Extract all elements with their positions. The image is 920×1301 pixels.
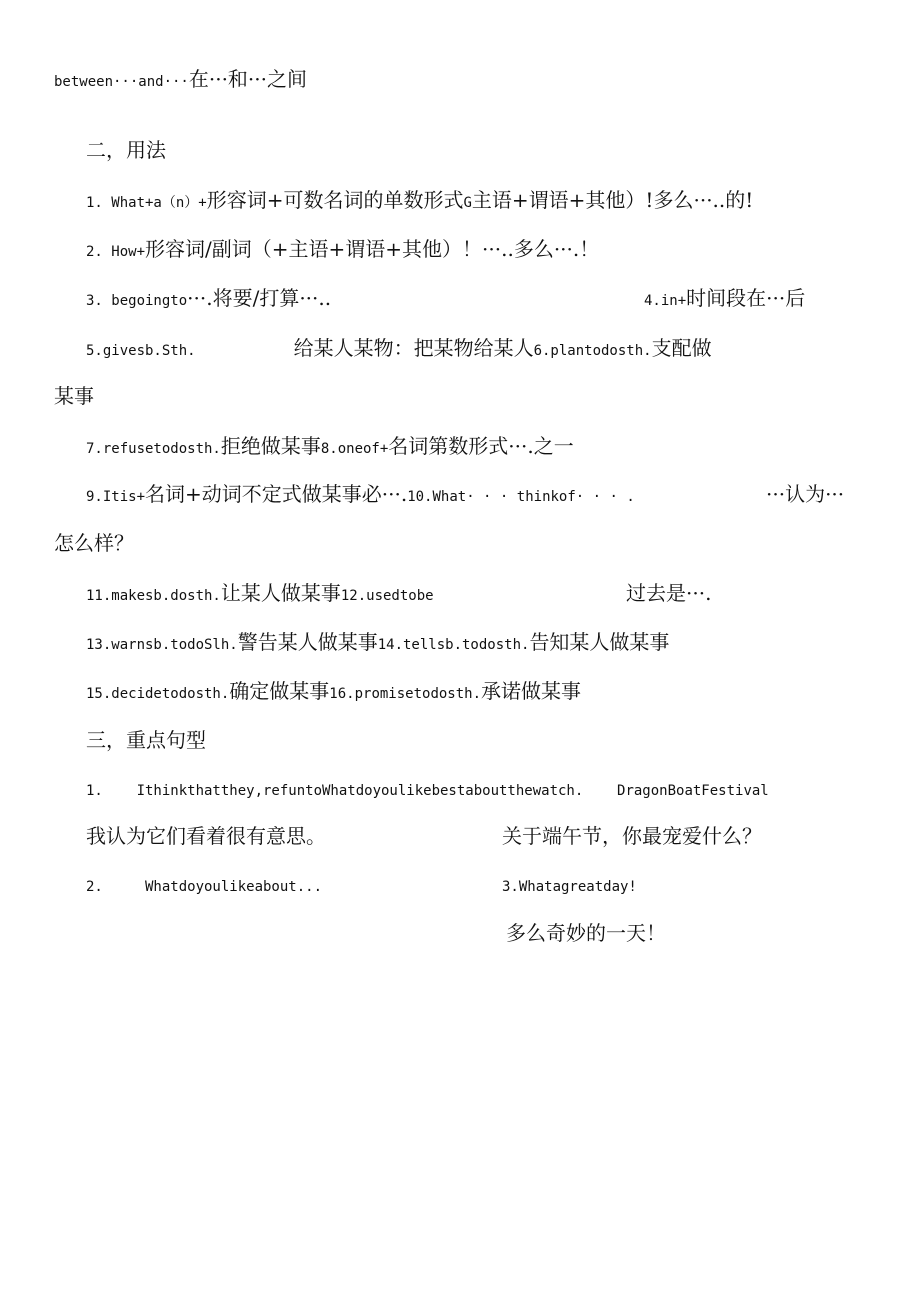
usage-item-10-meaning: ···认为··· [766,482,845,506]
usage-cn: 形容词+可数名词的单数形式 [206,188,464,212]
usage-cn: 确定做某事 [229,679,330,703]
usage-en: 3. begoingto [86,293,188,309]
usage-cn: 形容词/副词（+主语+谓语+其他）！···..多么···.！ [145,237,600,261]
usage-en-2: 8.oneof+ [320,441,389,457]
usage-cn: 让某人做某事 [220,581,341,605]
usage-en: 1. What+a（n）+ [86,195,207,211]
usage-cn: 名词+动词不定式做某事必···. [145,482,408,506]
usage-cn: 拒绝做某事 [220,434,321,458]
usage-item-15 [86,678,581,707]
usage-cn: 警告某人做某事 [237,630,378,654]
usage-en: 15.decidetodosth. [86,686,230,702]
usage-cn: 给某人某物：把某物给某人 [293,336,534,360]
usage-en: 2. How+ [86,244,146,260]
sentence-2-en: 2. Whatdoyoulikeabout... [86,879,323,895]
phrase-cn: 在···和···之间 [188,67,308,91]
usage-en-2: 10.What· · · thinkof· · · . [407,489,635,505]
usage-cn: ···.将要/打算···.. [187,286,332,310]
usage-item-2 [86,236,599,265]
usage-en-2: 12.usedtobe [340,588,434,604]
usage-item-1 [86,187,753,216]
usage-en: 11.makesb.dosth. [86,588,221,604]
sentence-1-en: 1. Ithinkthatthey,refuntoWhatdoyoulikebestaboutthewatch. DragonBoatFestival [86,783,769,799]
sentence-3-en: 3.Whatagreatday! [502,879,637,895]
section-heading-usage: 二，用法 [86,138,166,162]
usage-cn-2: 告知某人做某事 [529,630,670,654]
sentence-1-cn-right: 关于端午节，你最宠爱什么？ [502,824,762,848]
usage-en: 5.givesb.Sth. [86,343,196,359]
usage-en: 4.in+ [644,293,687,309]
usage-en-2: 16.promisetodosth. [329,686,482,702]
usage-item-11 [86,580,434,609]
phrase-en: between···and··· [54,74,189,90]
section-heading-key-sentences: 三，重点句型 [86,728,206,752]
usage-item-4 [644,285,805,314]
phrase-between [54,66,307,95]
usage-item-13 [86,629,669,658]
usage-en-2: G [463,195,472,211]
usage-cn-2: 承诺做某事 [481,679,582,703]
sentence-3-cn: 多么奇妙的一天！ [506,921,666,945]
usage-continuation: 某事 [54,384,94,408]
usage-item-12-meaning: 过去是···. [626,581,712,605]
usage-item-5 [86,335,712,364]
usage-en-2: 6.plantodosth. [533,343,652,359]
usage-en-2: 14.tellsb.todosth. [377,637,530,653]
usage-en: 9.Itis+ [86,489,146,505]
usage-cn-2: 支配做 [651,336,712,360]
usage-item-7 [86,433,574,462]
usage-item-3 [86,285,331,314]
usage-cn-2: 主语+谓语+其他）!多么···..的! [471,188,754,212]
usage-item-9 [86,481,635,510]
usage-en: 13.warnsb.todoSlh. [86,637,238,653]
usage-cn-2: 名词第数形式···.之一 [388,434,574,458]
usage-cn: 时间段在···后 [686,286,806,310]
usage-en: 7.refusetodosth. [86,441,221,457]
usage-continuation-2: 怎么样？ [54,531,134,555]
sentence-1-cn-left: 我认为它们看着很有意思。 [86,824,326,848]
